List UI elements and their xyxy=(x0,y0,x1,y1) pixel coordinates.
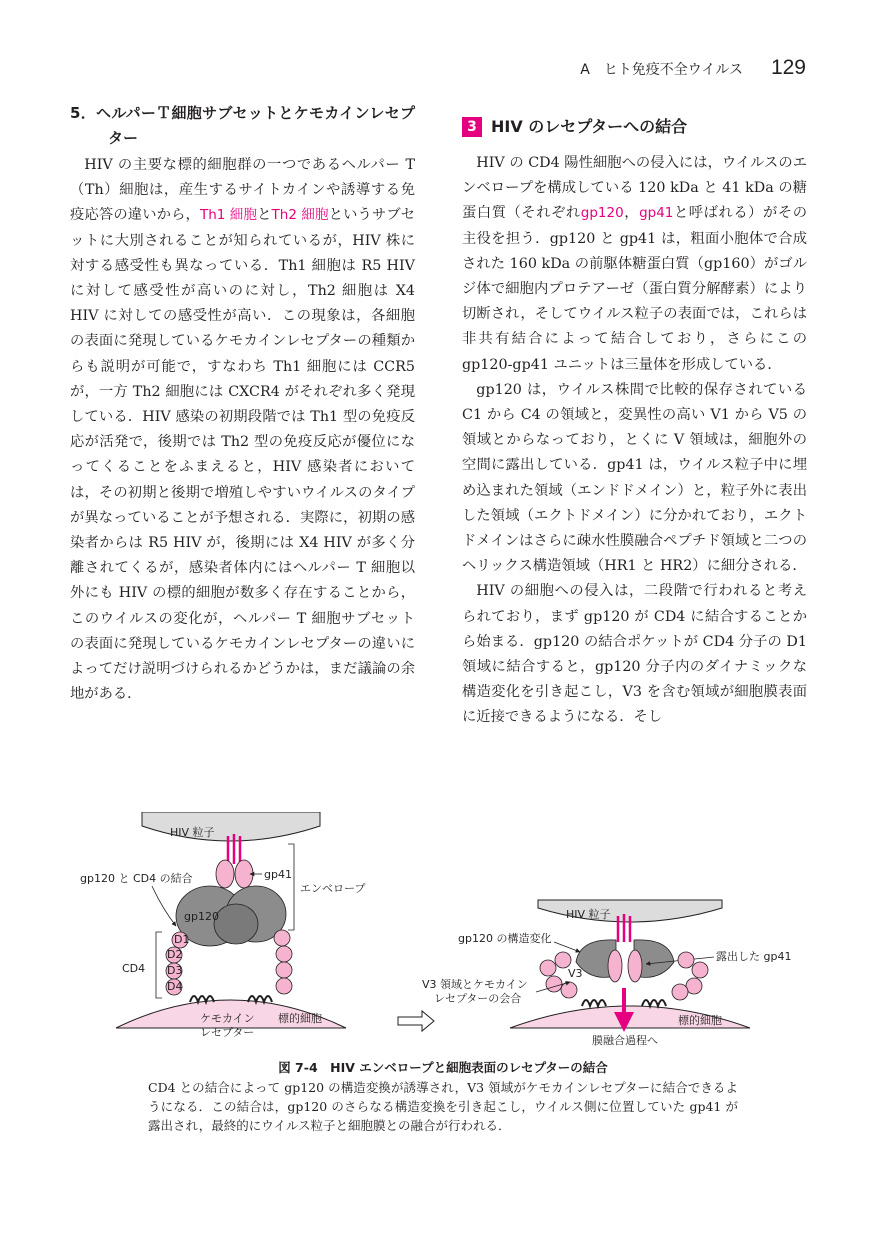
label-exposed-gp41: 露出した gp41 xyxy=(716,950,792,963)
running-header xyxy=(580,56,806,86)
caption-title: 図 7-4 HIV エンベロープと細胞表面のレセプターの結合 xyxy=(278,1060,608,1075)
label-chemokine-receptor: ケモカイン xyxy=(200,1012,255,1025)
label-d3: D3 xyxy=(167,964,183,977)
running-title: A ヒト免疫不全ウイルス xyxy=(580,62,743,78)
label-envelope: エンベロープ xyxy=(300,882,366,895)
right-paragraph-2: gp120 は，ウイルス株間で比較的保存されている C1 から C4 の領域と，変異性の高い V1 から V5 の領域とからなっており，とくに V 領域は，細胞外の空間に露出している．gp41 は，ウイルス粒子中に埋め込まれた領域（エンドドメイン）と，粒子外に表出した領域（エクトドメイン）に分かれており，エクトドメインはさらに疎水性膜融合ペプチド領域と二つのヘリックス構造領域（HR1 と HR2）に細分される． xyxy=(462,381,807,575)
envelope-bracket xyxy=(288,844,294,930)
term-gp120: gp120 xyxy=(580,205,624,222)
left-panel xyxy=(80,812,365,1039)
cd4-bracket xyxy=(156,932,162,998)
label-fusion: 膜融合過程へ xyxy=(592,1034,658,1047)
cd4-domain xyxy=(686,978,702,994)
label-gp120-cd4: gp120 と CD4 の結合 xyxy=(80,872,193,885)
cd4-domain xyxy=(692,962,708,978)
cd4-domain xyxy=(276,946,292,962)
label-v3-meet: V3 領域とケモカイン xyxy=(422,978,528,991)
label-cd4: CD4 xyxy=(122,962,146,975)
text-run: と呼ばれる）がその主役を担う．gp120 と gp41 は，粗面小胞体で合成された 160 kDa の前駆体糖蛋白質（gp160）がゴルジ体で細胞内プロテアーゼ（蛋白質分解酵素）により切断され，そしてウイルス粒子の表面では，これらは非共有結合によって結合しており，さらにこの gp120-gp41 ユニットは三量体を形成している． xyxy=(462,205,808,373)
right-column xyxy=(462,115,807,731)
label-target-cell: 標的細胞 xyxy=(278,1012,322,1025)
transition-arrow xyxy=(398,1011,434,1031)
label-gp120-change: gp120 の構造変化 xyxy=(458,932,552,945)
cd4-domain xyxy=(540,960,556,976)
right-panel xyxy=(422,900,791,1047)
page-number: 129 xyxy=(770,56,806,79)
label-d2: D2 xyxy=(167,948,183,961)
figure-diagram xyxy=(70,812,807,1062)
text-run: HIV の主要な標的細胞群の一つであるヘルパー T（Th）細胞は，産生するサイトカインや誘導する免疫応答の違いから， xyxy=(70,157,415,224)
label-gp41: gp41 xyxy=(264,868,292,881)
label-gp120: gp120 xyxy=(184,910,219,923)
left-paragraph xyxy=(70,153,415,707)
label-v3-meet: レセプターの会合 xyxy=(434,992,522,1005)
term-th2: Th2 細胞 xyxy=(271,207,329,224)
left-column xyxy=(70,101,415,707)
exposed-gp41-shape xyxy=(628,950,642,982)
term-gp41: gp41 xyxy=(639,205,674,222)
exposed-gp41-shape xyxy=(608,950,622,982)
label-target-cell: 標的細胞 xyxy=(678,1014,722,1027)
term-th1: Th1 細胞 xyxy=(199,207,258,224)
cd4-domain xyxy=(546,976,562,992)
label-hiv-particle: HIV 粒子 xyxy=(566,908,611,921)
right-paragraph-1 xyxy=(462,151,807,378)
caption-body: CD4 との結合によって gp120 の構造変換が誘導され，V3 領域がケモカインレセプターに結合できるようになる．この結合は，gp120 のさらなる構造変換を引き起こし，ウイルス側に位置していた gp41 が露出され，最終的にウイルス粒子と細胞膜との融合が行われる． xyxy=(148,1080,738,1133)
label-chemokine-receptor: レセプター xyxy=(200,1026,255,1039)
right-paragraph-3: HIV の細胞への侵入は，二段階で行われると考えられており，まず gp120 が CD4 に結合することから始まる．gp120 の結合ポケットが CD4 分子の D1 領域に結合すると，gp120 分子内のダイナミックな構造変化を引き起こし，V3 を含む領域が細胞膜表面に近接できるようになる．そし xyxy=(462,583,807,726)
change-pointer xyxy=(554,942,580,952)
cd4-domain xyxy=(561,982,577,998)
subsection-heading: 5．ヘルパーＴ細胞サブセットとケモカインレセプター xyxy=(70,104,415,147)
cd4-domain xyxy=(555,952,571,968)
figure-caption xyxy=(148,1058,738,1135)
figure-7-4 xyxy=(70,812,807,1062)
cd4-domain xyxy=(276,978,292,994)
label-v3: V3 xyxy=(568,967,583,980)
cd4-domain xyxy=(276,962,292,978)
label-d1: D1 xyxy=(174,933,190,946)
cd4-domain xyxy=(672,984,688,1000)
text-run: というサブセットに大別されることが知られているが，HIV 株に対する感受性も異なっている．Th1 細胞は R5 HIV に対して感受性が高いのに対し，Th2 細胞は X4 HIV に対しての感受性が高い．この現象は，各細胞の表面に発現しているケモカインレセプターの種類からも説明が可能で，すなわち Th1 細胞には CCR5 が，一方 Th2 細胞には CXCR4 がそれぞれ多く発現している．HIV 感染の初期段階では Th1 型の免疫反応が活発で，後期では Th2 型の免疫反応が優位になってくることをふまえると，HIV 感染者においては，その初期と後期で増殖しやすいウイルスのタイプが異なっていることが予想される．実際に，初期の感染者からは R5 HIV が，後期には X4 HIV が多く分離されてくるが，感染者体内にはヘルパー T 細胞以外にも HIV の標的細胞が数多く存在することから，このウイルスの変化が，ヘルパー T 細胞サブセットの表面に発現しているケモカインレセプターの違いによってだけ説明づけられるかどうかは，まだ議論の余地がある． xyxy=(70,207,416,703)
cd4-domain xyxy=(274,930,290,946)
virus-membrane xyxy=(142,812,320,841)
section-heading xyxy=(462,115,807,139)
gp41-shape xyxy=(216,860,234,888)
binding-pointer xyxy=(152,886,176,926)
section-title: HIV のレセプターへの結合 xyxy=(491,117,688,136)
gp120-lobe xyxy=(214,904,258,944)
text-run: HIV の CD4 陽性細胞への侵入には，ウイルスのエンベロープを構成している 120 kDa と 41 kDa の糖蛋白質（それぞれ xyxy=(462,155,807,222)
chemokine-receptor xyxy=(642,1000,666,1006)
text-run: ， xyxy=(623,205,640,222)
section-number: 3 xyxy=(462,117,482,137)
label-d4: D4 xyxy=(167,980,183,993)
label-hiv-particle: HIV 粒子 xyxy=(170,826,215,839)
cd4-domain xyxy=(678,952,694,968)
text-run: と xyxy=(257,207,272,224)
chemokine-receptor xyxy=(582,1000,606,1006)
